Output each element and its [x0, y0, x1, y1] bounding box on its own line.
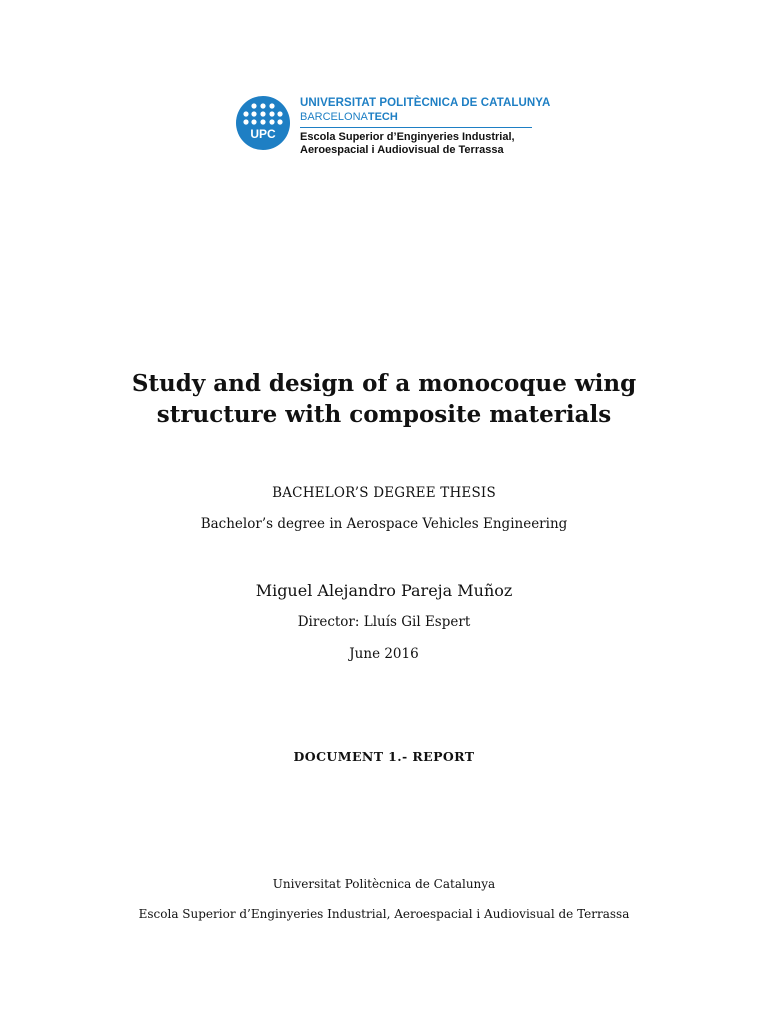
logo-divider — [300, 127, 532, 128]
logo-school-line-1: Escola Superior d’Enginyeries Industrial, — [300, 130, 515, 143]
thesis-title-line-1: Study and design of a monocoque wing — [131, 370, 637, 397]
logo-campus-name — [300, 112, 550, 123]
logo-campus-light: BARCELONA — [300, 110, 368, 123]
upc-emblem-text: UPC — [250, 127, 276, 141]
logo-wordmark — [300, 98, 550, 157]
footer-school: Escola Superior d’Enginyeries Industrial, Aeroespacial i Audiovisual de Terrassa — [138, 907, 630, 921]
thesis-title — [0, 368, 768, 430]
upc-logo — [236, 96, 551, 156]
director-name: Director: Lluís Gil Espert — [297, 614, 471, 630]
author-name: Miguel Alejandro Pareja Muñoz — [255, 581, 513, 600]
degree-name: Bachelor’s degree in Aerospace Vehicles Engineering — [200, 516, 568, 532]
upc-emblem-icon — [236, 96, 290, 150]
logo-university-name: UNIVERSITAT POLITÈCNICA DE CATALUNYA — [300, 97, 551, 109]
submission-date: June 2016 — [349, 646, 419, 662]
thesis-title-line-2: structure with composite materials — [156, 401, 612, 428]
logo-campus-bold: TECH — [367, 110, 398, 123]
thesis-type: BACHELOR’S DEGREE THESIS — [272, 485, 496, 501]
footer-university: Universitat Politècnica de Catalunya — [272, 877, 496, 891]
document-label: DOCUMENT 1.- REPORT — [293, 749, 475, 764]
logo-school-line-2: Aeroespacial i Audiovisual de Terrassa — [300, 143, 504, 156]
